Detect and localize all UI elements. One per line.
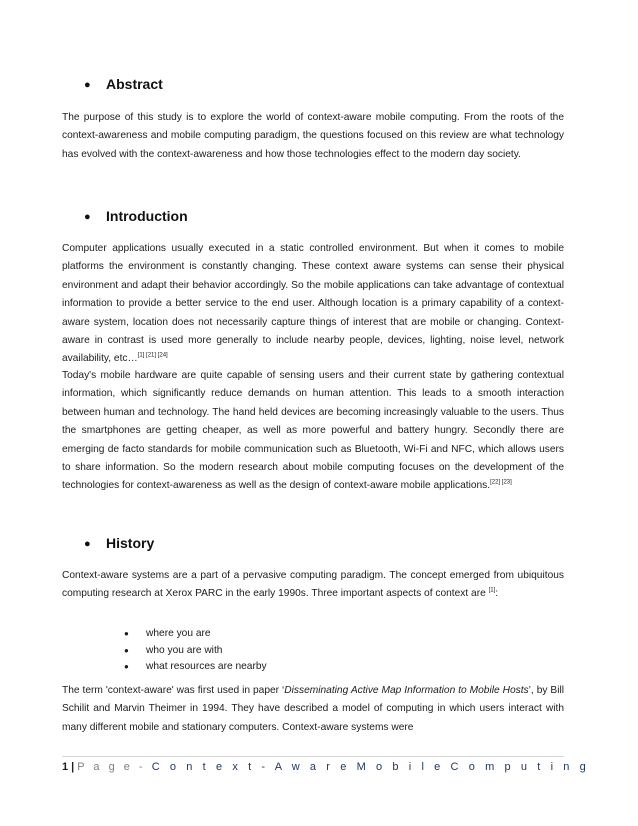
history-paragraph-2: The term 'context-aware' was first used in paper ‘Disseminating Active Map Information to Mobile Hosts’, by Bill Schilit and Marvin Theimer in 1994. They have described a model of computing in which users interact with many different mobile and stationary computers. Context-aware systems were — [62, 685, 564, 733]
context-aspects-list — [124, 626, 267, 676]
introduction-paragraph-1: Computer applications usually executed in a static controlled environment. But when it comes to mobile platforms the environment is constantly changing. These context aware systems can sense their physical environment and adapt their behavior accordingly. So the mobile applications can take advantage of contextual information to provide a better service to the end user. Although location is a primary capability of a context-aware system, location does not necessarily capture things of interest that are mobile or changing. Context-aware in contrast is used more generally to include nearby people, devices, lighting, noise level, network availability, etc…[1] [21] [24] — [62, 243, 564, 365]
introduction-paragraph-2: Today's mobile hardware are quite capable of sensing users and their current state by gathering contextual information, which significantly reduce demands on human attention. This leads to a smooth interaction between human and technology. The hand held devices are becoming increasingly valuable to the users. Thus the smartphones are getting cheaper, as well as more powerful and battery hungry. Secondly there are emerging de facto standards for mobile communication such as Bluetooth, Wi-Fi and NFC, which allows users to share information. So the modern research about mobile computing focuses on the development of the technologies for context-awareness as well as the design of context-aware mobile applications.[22] [23] — [62, 370, 564, 492]
document-title: C o n t e x t - A w a r e M o b i l e C o m p u t i n g — [151, 761, 590, 773]
bullet-icon: ● — [124, 645, 129, 655]
abstract-heading: ● Abstract — [84, 76, 163, 92]
bullet-icon: ● — [84, 211, 91, 223]
citation: [1] — [488, 588, 496, 595]
page-label: P a g e - — [77, 761, 146, 773]
cited-paper-title: Disseminating Active Map Information to Mobile Hosts — [284, 685, 529, 696]
history-heading: ● History — [84, 535, 155, 551]
citation: [1] [21] [24] — [137, 353, 168, 360]
abstract-paragraph: The purpose of this study is to explore the world of context-aware mobile computing. From the roots of the context-awareness and mobile computing paradigm, the questions focused on this review are what technology has evolved with the context-awareness and how those technologies effect to the modern day society. — [62, 112, 564, 160]
bullet-icon: ● — [124, 629, 129, 638]
footer-divider — [62, 756, 564, 757]
bullet-icon: ● — [84, 538, 91, 550]
footer-separator: | — [71, 761, 75, 773]
bullet-icon: ● — [84, 79, 91, 91]
introduction-heading: ● Introduction — [84, 208, 188, 224]
page-number: 1 — [62, 761, 69, 773]
bullet-icon: ● — [124, 662, 129, 672]
history-paragraph-1: Context-aware systems are a part of a pervasive computing paradigm. The concept emerged from ubiquitous computing research at Xerox PARC in the early 1990s. Three important aspects of context are [1]: — [62, 570, 564, 600]
page-footer — [62, 761, 589, 773]
list-item: ● where you are — [124, 626, 267, 643]
list-item: ● what resources are nearby — [124, 659, 267, 676]
list-item: ● who you are with — [124, 643, 267, 660]
citation: [22] [23] — [490, 480, 512, 487]
